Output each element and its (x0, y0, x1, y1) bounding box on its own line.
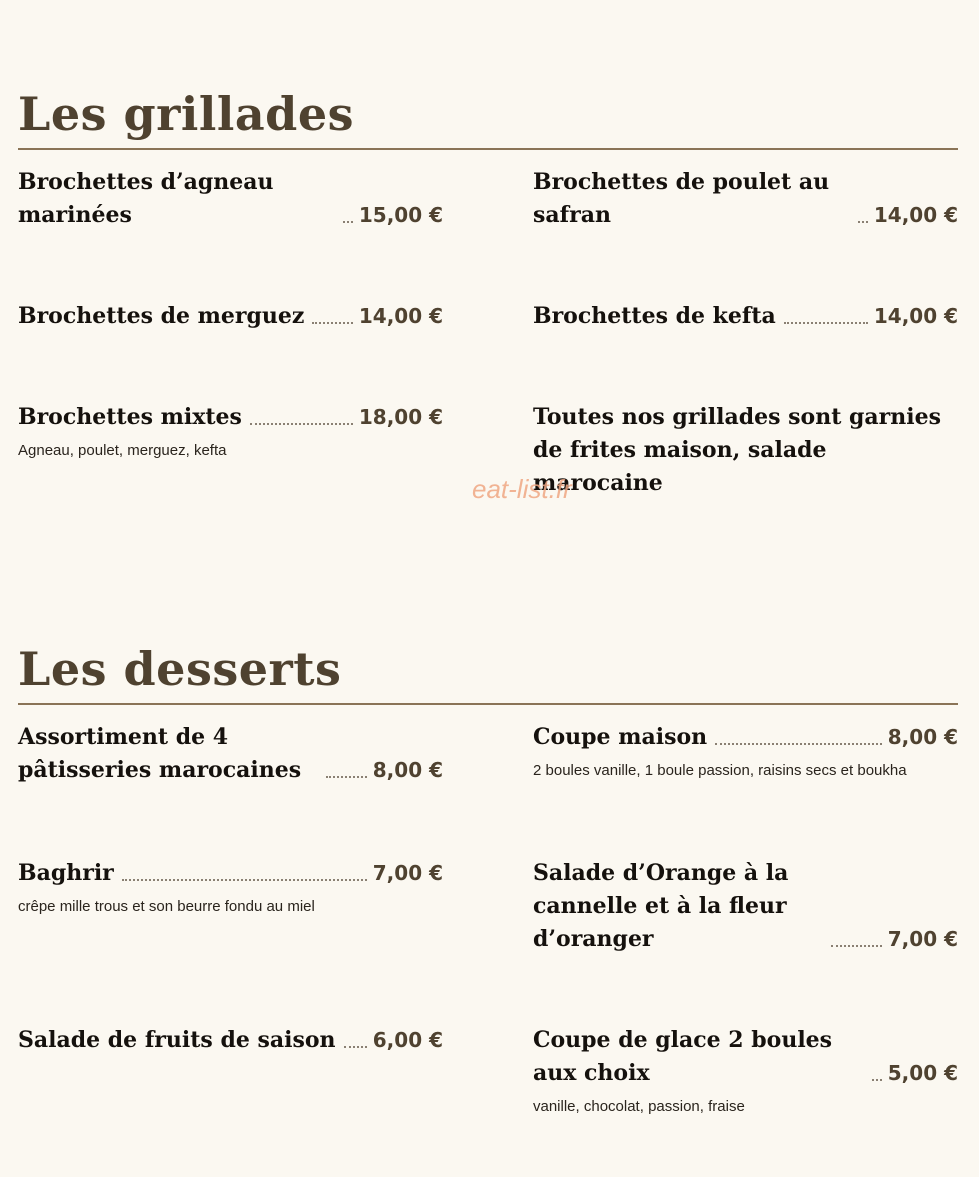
item-name: Coupe de glace 2 boules aux choix (533, 1027, 833, 1086)
item-price: 15,00 € (358, 203, 443, 227)
section-desserts (18, 637, 958, 1115)
item-price: 5,00 € (887, 1061, 958, 1085)
dot-leader (872, 1079, 882, 1081)
item-price: 8,00 € (372, 758, 443, 782)
dot-leader (326, 776, 367, 778)
section-title-grillades: Les grillades (18, 87, 354, 141)
dot-leader (831, 945, 882, 947)
item-price: 6,00 € (372, 1028, 443, 1052)
section-divider (18, 148, 958, 150)
item-price: 18,00 € (358, 405, 443, 429)
item-name: Brochettes mixtes (18, 404, 242, 430)
item-price: 14,00 € (873, 203, 958, 227)
item-name: Brochettes de merguez (18, 303, 305, 329)
dot-leader (343, 221, 353, 223)
dot-leader (344, 1046, 367, 1048)
item-description: crêpe mille trous et son beurre fondu au miel (18, 898, 315, 915)
watermark: eat-list.fr (472, 474, 572, 504)
item-price: 7,00 € (887, 927, 958, 951)
item-name: Brochettes de poulet au safran (533, 169, 830, 228)
item-price: 8,00 € (887, 725, 958, 749)
menu-item (533, 721, 958, 781)
menu-item (18, 1024, 443, 1057)
menu-item (533, 166, 958, 232)
item-description: vanille, chocolat, passion, fraise (533, 1098, 745, 1115)
menu-item (18, 857, 443, 917)
section-divider (18, 703, 958, 705)
menu-item (18, 300, 443, 333)
menu-item (18, 721, 443, 787)
menu-item (533, 300, 958, 333)
dot-leader (250, 423, 353, 425)
menu-item (533, 1024, 958, 1117)
grillades-note: Toutes nos grillades sont garnies de frites maison, salade marocaine (533, 404, 941, 496)
dot-leader (122, 879, 367, 881)
dot-leader (715, 743, 882, 745)
item-name: Baghrir (18, 860, 114, 886)
item-price: 14,00 € (873, 304, 958, 328)
section-title-desserts: Les desserts (18, 642, 342, 696)
item-description: Agneau, poulet, merguez, kefta (18, 442, 227, 459)
item-description: 2 boules vanille, 1 boule passion, raisins secs et boukha (533, 762, 907, 779)
item-name: Salade de fruits de saison (18, 1027, 336, 1053)
item-name: Brochettes de kefta (533, 303, 776, 329)
item-name: Salade d’Orange à la cannelle et à la fleur d’oranger (533, 860, 789, 952)
item-name: Assortiment de 4 pâtisseries marocaines (18, 724, 302, 783)
dot-leader (858, 221, 868, 223)
item-price: 14,00 € (358, 304, 443, 328)
dot-leader (312, 322, 352, 324)
menu-item (18, 401, 443, 461)
menu-item (18, 166, 443, 232)
item-name: Brochettes d’agneau marinées (18, 169, 274, 228)
item-name: Coupe maison (533, 724, 708, 750)
dot-leader (784, 322, 868, 324)
item-price: 7,00 € (372, 861, 443, 885)
menu-item (533, 857, 958, 956)
